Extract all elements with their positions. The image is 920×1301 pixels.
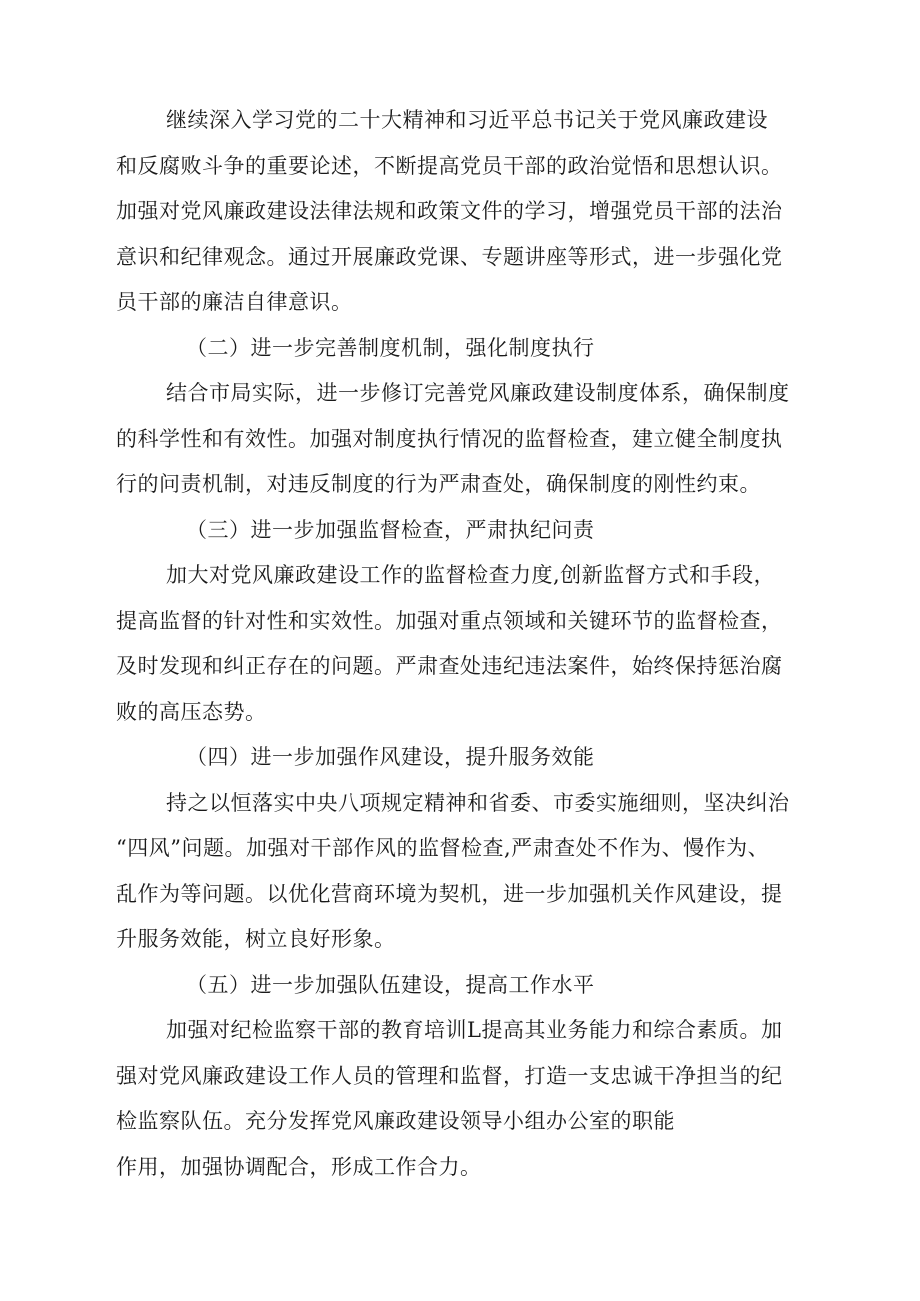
text-line: 作用，加强协调配合，形成工作合力。: [116, 1154, 482, 1179]
paragraph-study: [116, 98, 836, 326]
text-line: 乱作为等问题。以优化营商环境为契机，进一步加强机关作风建设，提: [116, 881, 783, 906]
text-line: 加强对纪检监察干部的教育培训L提高其业务能力和综合素质。加: [166, 1018, 783, 1042]
section-heading-3: （三）进一步加强监督检查，严肃执纪问责: [186, 517, 595, 542]
text-line: 和反腐败斗争的重要论述，不断提高党员干部的政治觉悟和思想认识。: [116, 153, 783, 178]
section-heading-5: （五）进一步加强队伍建设，提高工作水平: [186, 972, 595, 997]
text-line: 强对党风廉政建设工作人员的管理和监督，打造一支忠诚干净担当的纪: [116, 1063, 783, 1088]
text-line: 加强对党风廉政建设法律法规和政策文件的学习，增强党员干部的法治: [116, 199, 783, 223]
text-line: 检监察队伍。充分发挥党风廉政建设领导小组办公室的职能: [116, 1109, 675, 1133]
paragraph-work-style: [116, 781, 836, 963]
paragraph-supervision: [116, 553, 836, 735]
text-line: 败的高压态势。: [116, 699, 267, 724]
section-heading-4: （四）进一步加强作风建设，提升服务效能: [186, 745, 595, 769]
text-line: 意识和纪律观念。通过开展廉政党课、专题讲座等形式，进一步强化党: [116, 244, 783, 269]
text-line: 加大对党风廉政建设工作的监督检查力度,创新监督方式和手段，: [166, 563, 776, 587]
paragraph-team: [116, 1008, 836, 1190]
text-line: 行的问责机制，对违反制度的行为严肃查处，确保制度的刚性约束。: [116, 472, 761, 496]
document-body: [116, 98, 836, 1190]
text-line: 升服务效能，树立良好形象。: [116, 927, 396, 951]
section-heading-2: （二）进一步完善制度机制，强化制度执行: [186, 335, 595, 360]
text-line: 及时发现和纠正存在的问题。严肃查处违纪违法案件，始终保持惩治腐: [116, 654, 783, 678]
text-line: 提高监督的针对性和实效性。加强对重点领域和关键环节的监督检查，: [116, 608, 783, 633]
text-line: 持之以恒落实中央八项规定精神和省委、市委实施细则，坚决纠治: [166, 790, 790, 815]
text-line: 结合市局实际，进一步修订完善党风廉政建设制度体系，确保制度: [166, 381, 790, 405]
text-line: 继续深入学习党的二十大精神和习近平总书记关于党风廉政建设: [166, 108, 768, 132]
text-line: 的科学性和有效性。加强对制度执行情况的监督检查，建立健全制度执: [116, 426, 783, 451]
text-line: 员干部的廉洁自律意识。: [116, 290, 353, 314]
text-line: “四风”问题。加强对干部作风的监督检查,严肃查处不作为、慢作为、: [116, 836, 770, 860]
paragraph-system: [116, 371, 836, 508]
